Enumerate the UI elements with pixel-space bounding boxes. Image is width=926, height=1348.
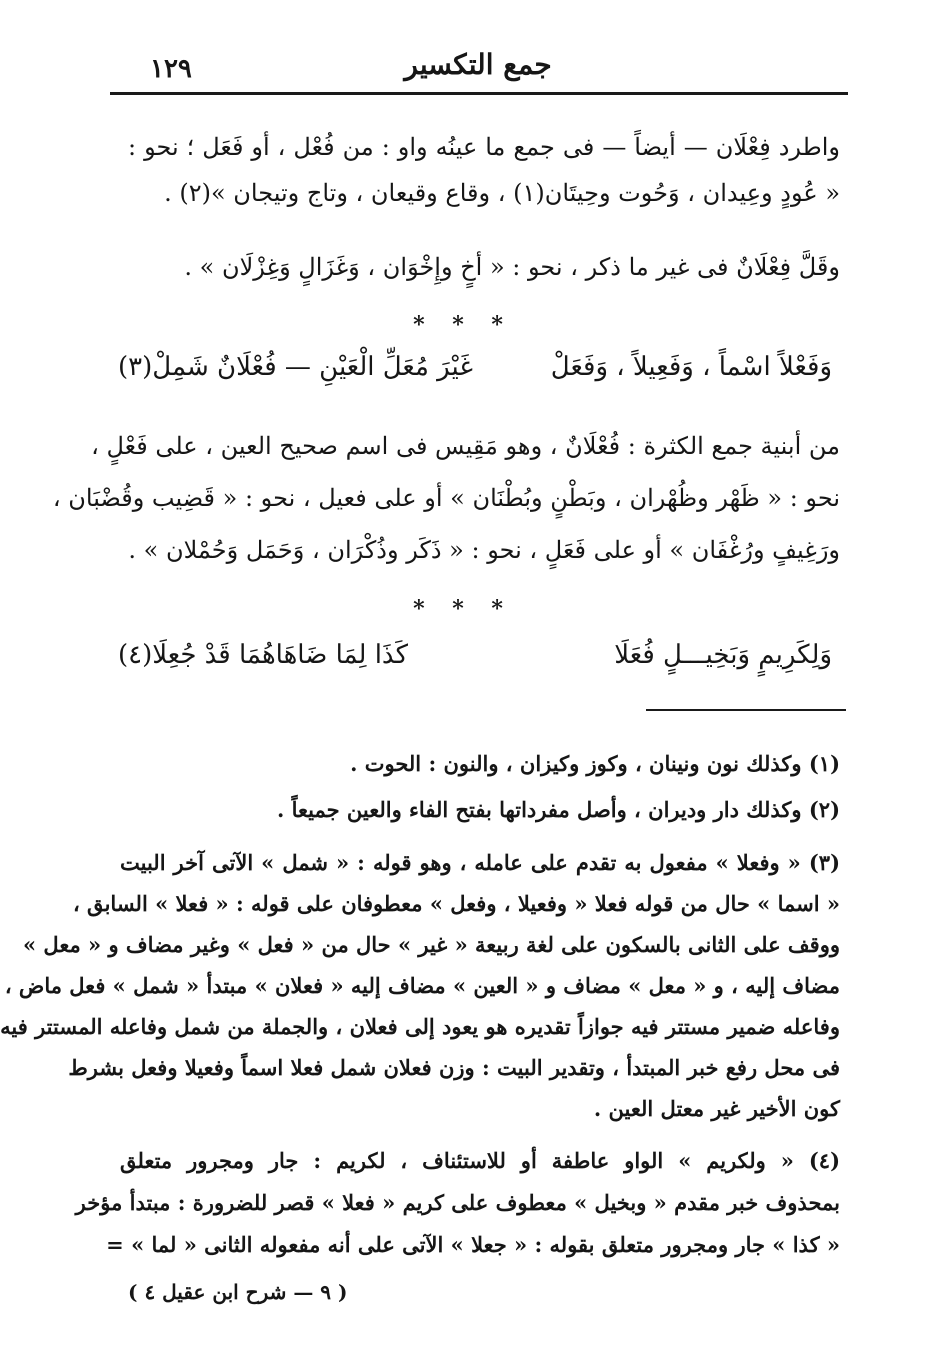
signature-mark: ( ٩ — شرح ابن عقيل ٤ ) xyxy=(128,1280,348,1304)
footnote-line: (١) وكذلك نون ونينان ، وكوز وكيزان ، والنون : الحوت . xyxy=(350,751,840,776)
footnote-4 xyxy=(75,1140,840,1266)
text-line: نحو : « ظَهْر وظُهْران ، وبَطْنٍ وبُطْنَان » أو على فعيل ، نحو : « قَضِيب وقُضْبَان ، xyxy=(52,484,840,512)
footnote-line: (٤) « ولكريم » الواو عاطفة أو للاستئناف ، لكريم : جار ومجرور متعلق xyxy=(120,1148,840,1173)
text-line: « عُودٍ وعِيدان ، وَحُوت وحِيتَان(١) ، وقاع وقيعان ، وتاج وتيجان »(٢) . xyxy=(164,179,840,207)
footnote-line: ووقف على الثانى بالسكون على لغة ربيعة « غير » حال من « فعل » وغير مضاف و « معل » xyxy=(22,932,840,957)
verse-hemistich-second: كَذَا لِمَا ضَاهَاهُمَا قَدْ جُعِلَا(٤) xyxy=(118,640,408,670)
footnote-rule xyxy=(646,709,846,711)
verse-1 xyxy=(118,352,832,382)
section-divider: * * * xyxy=(413,596,513,622)
section-1-text xyxy=(128,124,840,216)
text-line: من أبنية جمع الكثرة : فُعْلَانٌ ، وهو مَقِيس فى اسم صحيح العين ، على فَعْلٍ ، xyxy=(91,432,840,460)
text-line: واطرد فِعْلَان — أيضاً — فى جمع ما عينُه واو : من فُعْل ، أو فَعَل ؛ نحو : xyxy=(128,133,840,161)
section-divider: * * * xyxy=(413,312,513,338)
footnote-2 xyxy=(120,790,840,830)
footnote-line: مضاف إليه ، و « معل » مضاف و « العين » مضاف إليه « فعلان » مبتدأ « شمل » فعل ماض ، xyxy=(4,973,840,998)
footnote-line: كون الأخير غير معتل العين . xyxy=(593,1096,840,1121)
section-1-text-2 xyxy=(128,244,840,290)
footnote-line: وفاعله ضمير مستتر فيه جوازاً تقديره هو يعود إلى فعلان ، والجملة من شمل وفاعله المستتر فيه xyxy=(0,1014,840,1039)
verse-hemistich-first: وَفَعْلاً اسْماً ، وَفَعِيلاً ، وَفَعَلْ xyxy=(550,352,832,382)
page-number: ١٢٩ xyxy=(150,54,192,84)
footnote-line: (٣) « وفعلا » مفعول به تقدم على عامله ، وهو قوله : « شمل » الآتى آخر البيت xyxy=(120,850,840,875)
verse-hemistich-second: غَيْرَ مُعَلِّ الْعَيْنِ — فُعْلَانٌ شَمِلْ(٣) xyxy=(118,352,473,382)
footnote-line: « اسما » حال من قوله فعلا « وفعيلا ، وفعل » معطوفان على قوله : « فعلا » السابق ، xyxy=(72,891,840,916)
header-rule xyxy=(110,92,848,95)
footnote-line: « كذا » جار ومجرور متعلق بقوله : « جعلا » الآتى على أنه مفعوله الثانى « لما » = xyxy=(106,1232,840,1257)
verse-hemistich-first: وَلِكَرِيمٍ وَبَخِيـــلٍ فُعَلَا xyxy=(614,640,832,670)
section-2-text xyxy=(52,420,840,576)
footnote-line: بمحذوف خبر مقدم « وبخيل » معطوف على كريم « فعلا » قصر للضرورة : مبتدأ مؤخر xyxy=(75,1190,840,1215)
verse-2 xyxy=(118,640,832,670)
footnote-1 xyxy=(120,744,840,784)
footnote-3 xyxy=(0,842,840,1129)
text-line: وقَلَّ فِعْلَانٌ فى غير ما ذكر ، نحو : « أخٍ وإِخْوَان ، وَغَزَالٍ وَغِزْلَان » . xyxy=(184,253,840,281)
running-title: جمع التكسير xyxy=(404,48,552,81)
footnote-line: فى محل رفع خبر المبتدأ ، وتقدير البيت : وزن فعلان شمل فعلا اسماً وفعيلا وفعل بشرط xyxy=(68,1055,840,1080)
page-header xyxy=(110,38,846,92)
text-line: ورَغِيفٍ ورُغْفَان » أو على فَعَلٍ ، نحو : « ذَكَر وذُكْرَان ، وَحَمَل وَحُمْلان » . xyxy=(128,536,840,564)
footnote-line: (٢) وكذلك دار وديران ، وأصل مفرداتها بفتح الفاء والعين جميعاً . xyxy=(276,797,840,822)
